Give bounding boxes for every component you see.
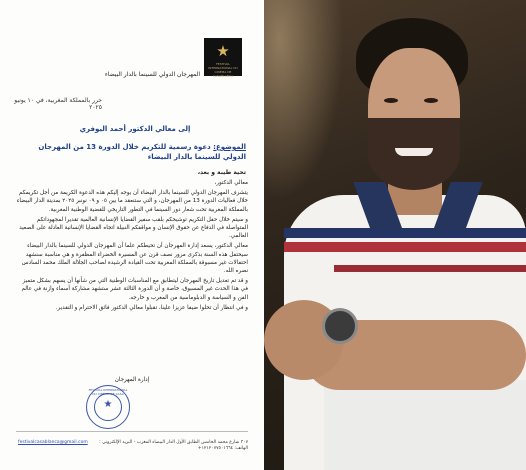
paragraph: و سيتم خلال حفل التكريم توشيحكم بلقب سفير القضايا الإنسانية العالمية تقديرا لمجهوداتكم المتواصلة في الدفاع عن حقوق الإنسان و مواقفكم النبيلة اتجاه القضايا الإنسانية العادلة على الصعيد العالمي.	[19, 216, 248, 240]
paragraph: معالي الدكتور،	[214, 180, 248, 186]
stamp-text: FESTIVAL INTERNATIONAL DU CINÉMA DE CASA	[88, 388, 128, 396]
subject-label: الموضوع:	[213, 143, 246, 151]
paragraph: و في انتظار أن تحلوا ضيفا عزيزا علينا، تقبلوا معالي الدكتور فائق الاحترام و التقدير.	[55, 304, 248, 311]
watch-icon	[322, 308, 358, 344]
paragraph: يتشرف المهرجان الدولي للسينما بالدار البيضاء أن يوجه إليكم هذه الدعوة الكريمة من أجل تكريمكم خلال فعاليات الدورة 13 من المهرجان، و التي ستنعقد ما بين ٠٥ و ٠٩ نونبر ٢٠٢٥ بمدينة الدار البيضاء بالمملكة المغربية تحت شعار دور السينما في التطور التاريخي للقضية الوطنية المغربية.	[16, 190, 248, 213]
footer-address-line: ٣٠٧ شارع محمد الخامس الطابق الأول الدار البيضاء المغرب - البريد الإلكتروني :	[99, 440, 248, 445]
sleeve	[324, 380, 526, 470]
smile	[395, 148, 433, 156]
shirt-stripe-red-lower	[334, 265, 526, 272]
shirt-stripe-red	[284, 242, 526, 252]
subject-line	[20, 142, 246, 162]
invitation-letter	[0, 0, 262, 470]
festival-name: المهرجان الدولي للسينما بالدار البيضاء	[104, 71, 200, 78]
paragraph: معالي الدكتور، يسعد إدارة المهرجان أن تحيطكم علما أن المهرجان الدولي للسينما بالدار البيضاء سيحتفل هذه السنة بذكرى مرور نصف قرن عن المسيرة الخضراء المظفرة و هي مناسبة سنشهد احتفالات غير مسبوقة بالمملكة المغربية تحت القيادة الرشيدة لصاحب الجلالة الملك محمد السادس نصره الله.	[21, 243, 248, 275]
recipient: إلى معالي الدكتور أحمد اليوفري	[79, 125, 191, 133]
greeting: تحية طيبة و بعد،	[197, 169, 246, 176]
eye-right	[424, 98, 438, 103]
date-line: حرر بالمملكة المغربية، في ١٠ يونيو ٢٠٢٥	[14, 97, 102, 111]
signoff: إدارة المهرجان	[114, 377, 150, 383]
letter-body	[16, 179, 248, 314]
photo-light	[264, 0, 344, 200]
festival-logo	[204, 38, 242, 76]
subject-text: دعوة رسمية للتكريم خلال الدورة 13 من المهرجان الدولي للسينما بالدار البيضاء	[38, 143, 246, 161]
portrait-photo	[264, 0, 526, 470]
star-icon: ★	[216, 42, 230, 60]
eye-left	[384, 98, 398, 103]
official-stamp	[86, 385, 130, 429]
star-icon: ★	[103, 399, 113, 410]
logo-caption: FESTIVAL INTERNATIONAL DU CINÉMA DE CASABLANCA	[208, 62, 238, 78]
footer-email-link[interactable]: festivalcasablanca@gmail.com	[18, 440, 88, 445]
footer-phone: الهاتف: ١٢١٢٠٧٧٥٠١٦٦٤+	[197, 446, 248, 451]
shirt-stripe-navy	[284, 228, 526, 238]
paragraph: و قد تم تعديل تاريخ المهرجان ليتطابق مع المناسبات الوطنية التي من شأنها أن يسهم بشكل متميز في هذا الحدث غير المسبوق، خاصة و أن الدورة الثالثة عشر ستشهد مشاركة أسماء وازنة في عالم الفن و السياسة و الدبلوماسية من المغرب و خارجه.	[21, 278, 248, 301]
footer-divider	[16, 431, 248, 432]
